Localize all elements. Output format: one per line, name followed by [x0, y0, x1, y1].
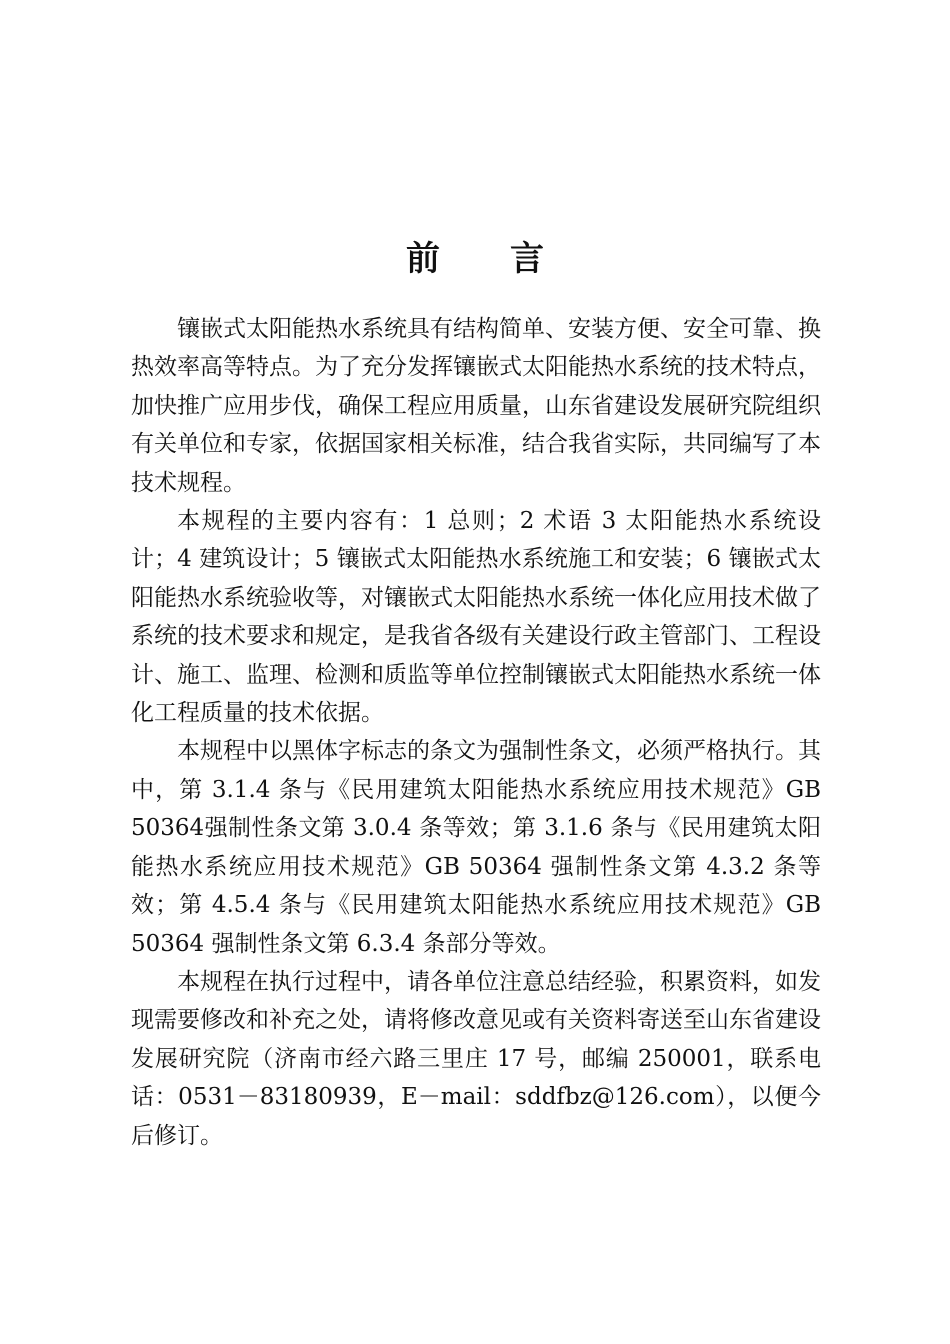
preface-body [131, 310, 821, 1155]
paragraph-contents: 本规程的主要内容有：1 总则；2 术语 3 太阳能热水系统设计；4 建筑设计；5 镶嵌式太阳能热水系统施工和安装；6 镶嵌式太阳能热水系统验收等，对镶嵌式太阳能热水系统一体化应用技术做了系统的技术要求和规定，是我省各级有关建设行政主管部门、工程设计、施工、监理、检测和质监等单位控制镶嵌式太阳能热水系统一体化工程质量的技术依据。 [131, 508, 821, 727]
paragraph-intro: 镶嵌式太阳能热水系统具有结构简单、安装方便、安全可靠、换热效率高等特点。为了充分发挥镶嵌式太阳能热水系统的技术特点，加快推广应用步伐，确保工程应用质量，山东省建设发展研究院组织有关单位和专家，依据国家相关标准，结合我省实际，共同编写了本技术规程。 [131, 316, 821, 496]
paragraph-feedback-contact: 本规程在执行过程中，请各单位注意总结经验，积累资料，如发现需要修改和补充之处，请将修改意见或有关资料寄送至山东省建设发展研究院（济南市经六路三里庄 17 号，邮编 250001，联系电话：0531－83180939，E－mail：sddfbz@126.com），以便今后修订。 [131, 968, 821, 1149]
page-title: 前言 [406, 238, 614, 279]
paragraph-mandatory-clauses: 本规程中以黑体字标志的条文为强制性条文，必须严格执行。其中，第 3.1.4 条与《民用建筑太阳能热水系统应用技术规范》GB 50364强制性条文第 3.0.4 条等效；第 3.1.6 条与《民用建筑太阳能热水系统应用技术规范》GB 50364 强制性条文第 4.3.2 条等效；第 4.5.4 条与《民用建筑太阳能热水系统应用技术规范》GB 50364 强制性条文第 6.3.4 条部分等效。 [131, 738, 821, 957]
